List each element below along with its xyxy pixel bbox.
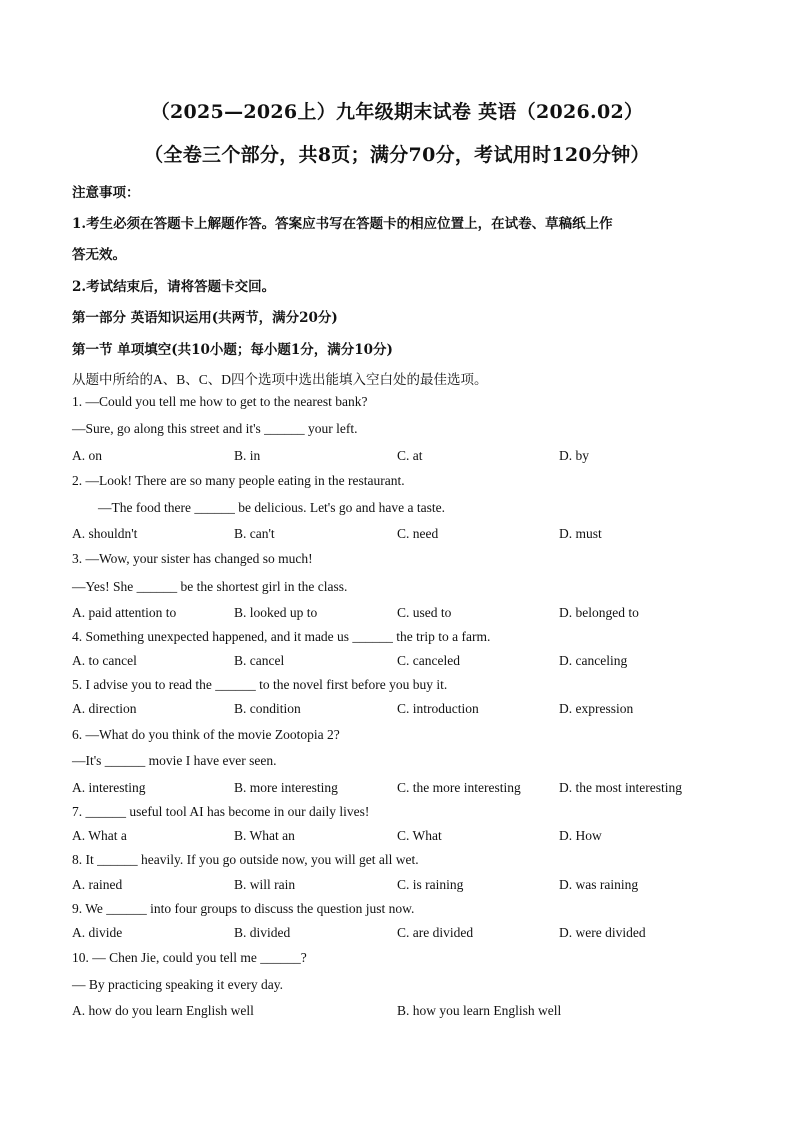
question-10-option-a: A. how do you learn English well [72,1003,254,1018]
question-7-option-a: A. What a [72,828,127,843]
question-6-reply: —It's ______ movie I have ever seen. [72,753,277,768]
question-3-reply: —Yes! She ______ be the shortest girl in the class. [72,579,348,594]
question-5-stem: 5. I advise you to read the ______ to the novel first before you buy it. [72,677,448,692]
question-4-option-b: B. cancel [234,653,285,668]
section1-heading: 第一节 单项填空(共10小题；每小题1分，满分10分) [72,342,393,358]
question-6-option-b: B. more interesting [234,780,338,795]
question-10-reply: — By practicing speaking it every day. [72,977,283,992]
question-2-option-a: A. shouldn't [72,526,138,541]
question-1-option-c: C. at [397,448,423,463]
question-9-option-b: B. divided [234,925,291,940]
question-7-option-d: D. How [559,828,602,843]
question-2-reply: —The food there ______ be delicious. Let's go and have a taste. [98,500,445,515]
question-8-option-d: D. was raining [559,877,639,892]
question-8-option-a: A. rained [72,877,123,892]
question-7-stem: 7. ______ useful tool AI has become in our daily lives! [72,804,370,819]
question-9-option-d: D. were divided [559,925,646,940]
notes-item-1-line-1: 1.考生必须在答题卡上解题作答。答案应书写在答题卡的相应位置上，在试卷、草稿纸上作 [72,216,613,232]
question-2-option-c: C. need [397,526,439,541]
question-8-stem: 8. It ______ heavily. If you go outside now, you will get all wet. [72,852,419,867]
question-9-stem: 9. We ______ into four groups to discuss the question just now. [72,901,415,916]
question-1-stem: 1. —Could you tell me how to get to the nearest bank? [72,394,368,409]
exam-title: （2025—2026上）九年级期末试卷 英语（2026.02） [150,101,644,123]
question-8-option-c: C. is raining [397,877,464,892]
question-4-option-c: C. canceled [397,653,460,668]
question-8-option-b: B. will rain [234,877,296,892]
question-4-option-d: D. canceling [559,653,628,668]
question-5-option-d: D. expression [559,701,634,716]
exam-subtitle: （全卷三个部分，共8页；满分70分，考试用时120分钟） [144,144,650,166]
question-6-option-d: D. the most interesting [559,780,682,795]
question-2-option-d: D. must [559,526,602,541]
question-3-option-d: D. belonged to [559,605,639,620]
question-1-option-a: A. on [72,448,102,463]
question-5-option-c: C. introduction [397,701,479,716]
question-3-option-b: B. looked up to [234,605,318,620]
part1-heading: 第一部分 英语知识运用(共两节，满分20分) [72,310,338,326]
question-6-option-a: A. interesting [72,780,146,795]
question-1-option-b: B. in [234,448,261,463]
question-5-option-b: B. condition [234,701,301,716]
question-3-stem: 3. —Wow, your sister has changed so much! [72,551,313,566]
question-4-stem: 4. Something unexpected happened, and it made us ______ the trip to a farm. [72,629,491,644]
question-3-option-c: C. used to [397,605,452,620]
question-6-stem: 6. —What do you think of the movie Zootopia 2? [72,727,340,742]
question-3-option-a: A. paid attention to [72,605,177,620]
notes-item-2: 2.考试结束后，请将答题卡交回。 [72,279,276,295]
section1-instruction: 从题中所给的A、B、C、D四个选项中选出能填入空白处的最佳选项。 [72,372,488,387]
question-5-option-a: A. direction [72,701,137,716]
question-7-option-c: C. What [397,828,442,843]
question-10-stem: 10. — Chen Jie, could you tell me ______? [72,950,307,965]
question-9-option-c: C. are divided [397,925,474,940]
question-1-reply: —Sure, go along this street and it's ______ your left. [72,421,358,436]
question-9-option-a: A. divide [72,925,123,940]
notes-heading: 注意事项： [72,185,140,201]
question-4-option-a: A. to cancel [72,653,137,668]
question-10-option-b: B. how you learn English well [397,1003,562,1018]
question-2-option-b: B. can't [234,526,275,541]
question-1-option-d: D. by [559,448,589,463]
question-2-stem: 2. —Look! There are so many people eating in the restaurant. [72,473,405,488]
question-6-option-c: C. the more interesting [397,780,521,795]
notes-item-1-line-2: 答无效。 [72,247,126,263]
question-7-option-b: B. What an [234,828,295,843]
